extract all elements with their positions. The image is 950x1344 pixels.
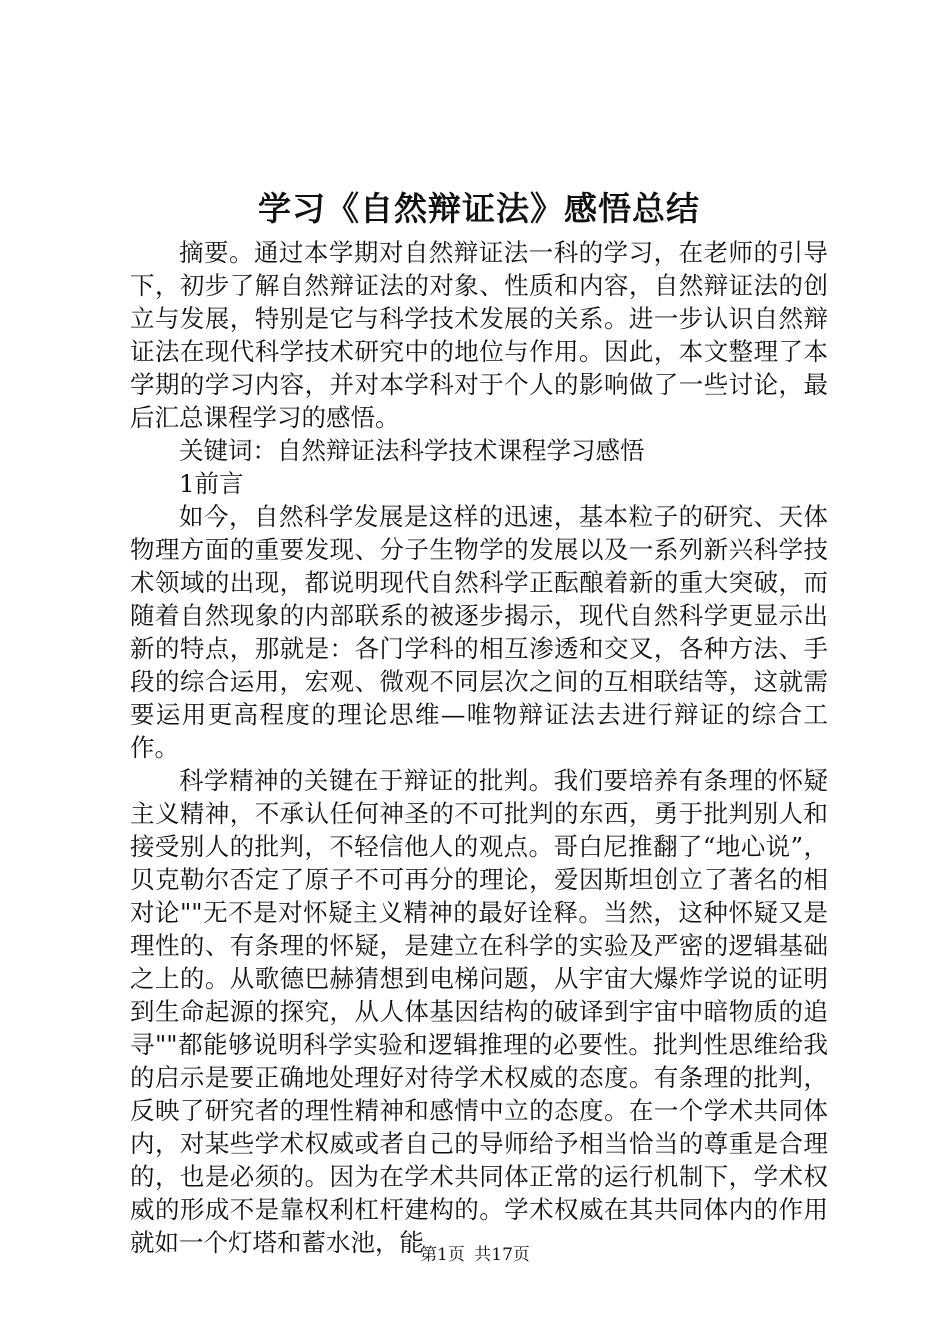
document-page bbox=[130, 182, 828, 1259]
body-paragraph: 如今，自然科学发展是这样的迅速，基本粒子的研究、天体物理方面的重要发现、分子生物学的发展以及一系列新兴科学技术领域的出现，都说明现代自然科学正酝酿着新的重大突破，而随着自然现象的内部联系的被逐步揭示，现代自然科学更显示出新的特点，那就是：各门学科的相互渗透和交叉，各种方法、手段的综合运用，宏观、微观不同层次之间的互相联结等，这就需要运用更高程度的理论思维—唯物辩证法去进行辩证的综合工作。 bbox=[130, 502, 828, 762]
page-number: 第1页 bbox=[420, 1245, 465, 1265]
page-total: 共17页 bbox=[474, 1245, 530, 1265]
abstract-paragraph: 摘要。通过本学期对自然辩证法一科的学习，在老师的引导下，初步了解自然辩证法的对象、性质和内容，自然辩证法的创立与发展，特别是它与科学技术发展的关系。进一步认识自然辩证法在现代科学技术研究中的地位与作用。因此，本文整理了本学期的学习内容，并对本学科对于个人的影响做了一些讨论，最后汇总课程学习的感悟。 bbox=[130, 238, 828, 432]
document-title: 学习《自然辩证法》感悟总结 bbox=[258, 189, 700, 228]
body-paragraph: 科学精神的关键在于辩证的批判。我们要培养有条理的怀疑主义精神，不承认任何神圣的不可批判的东西，勇于批判别人和接受别人的批判，不轻信他人的观点。哥白尼推翻了“地心说”，贝克勒尔否定了原子不可再分的理论，爱因斯坦创立了著名的相对论""无不是对怀疑主义精神的最好诠释。当然，这种怀疑又是理性的、有条理的怀疑，是建立在科学的实验及严密的逻辑基础之上的。从歌德巴赫猜想到电梯问题，从宇宙大爆炸学说的证明到生命起源的探究，从人体基因结构的破译到宇宙中暗物质的追寻""都能够说明科学实验和逻辑推理的必要性。批判性思维给我的启示是要正确地处理好对待学术权威的态度。有条理的批判，反映了研究者的理性精神和感情中立的态度。在一个学术共同体内，对某些学术权威或者自己的导师给予相当恰当的尊重是合理的，也是必须的。因为在学术共同体正常的运行机制下，学术权威的形成不是靠权利杠杆建构的。学术权威在其共同体内的作用就如一个灯塔和蓄水池，能 bbox=[130, 766, 828, 1257]
section-heading: 1前言 bbox=[179, 469, 244, 498]
page-footer bbox=[0, 1243, 950, 1267]
keywords-line: 关键词：自然辩证法科学技术课程学习感悟 bbox=[179, 436, 645, 465]
